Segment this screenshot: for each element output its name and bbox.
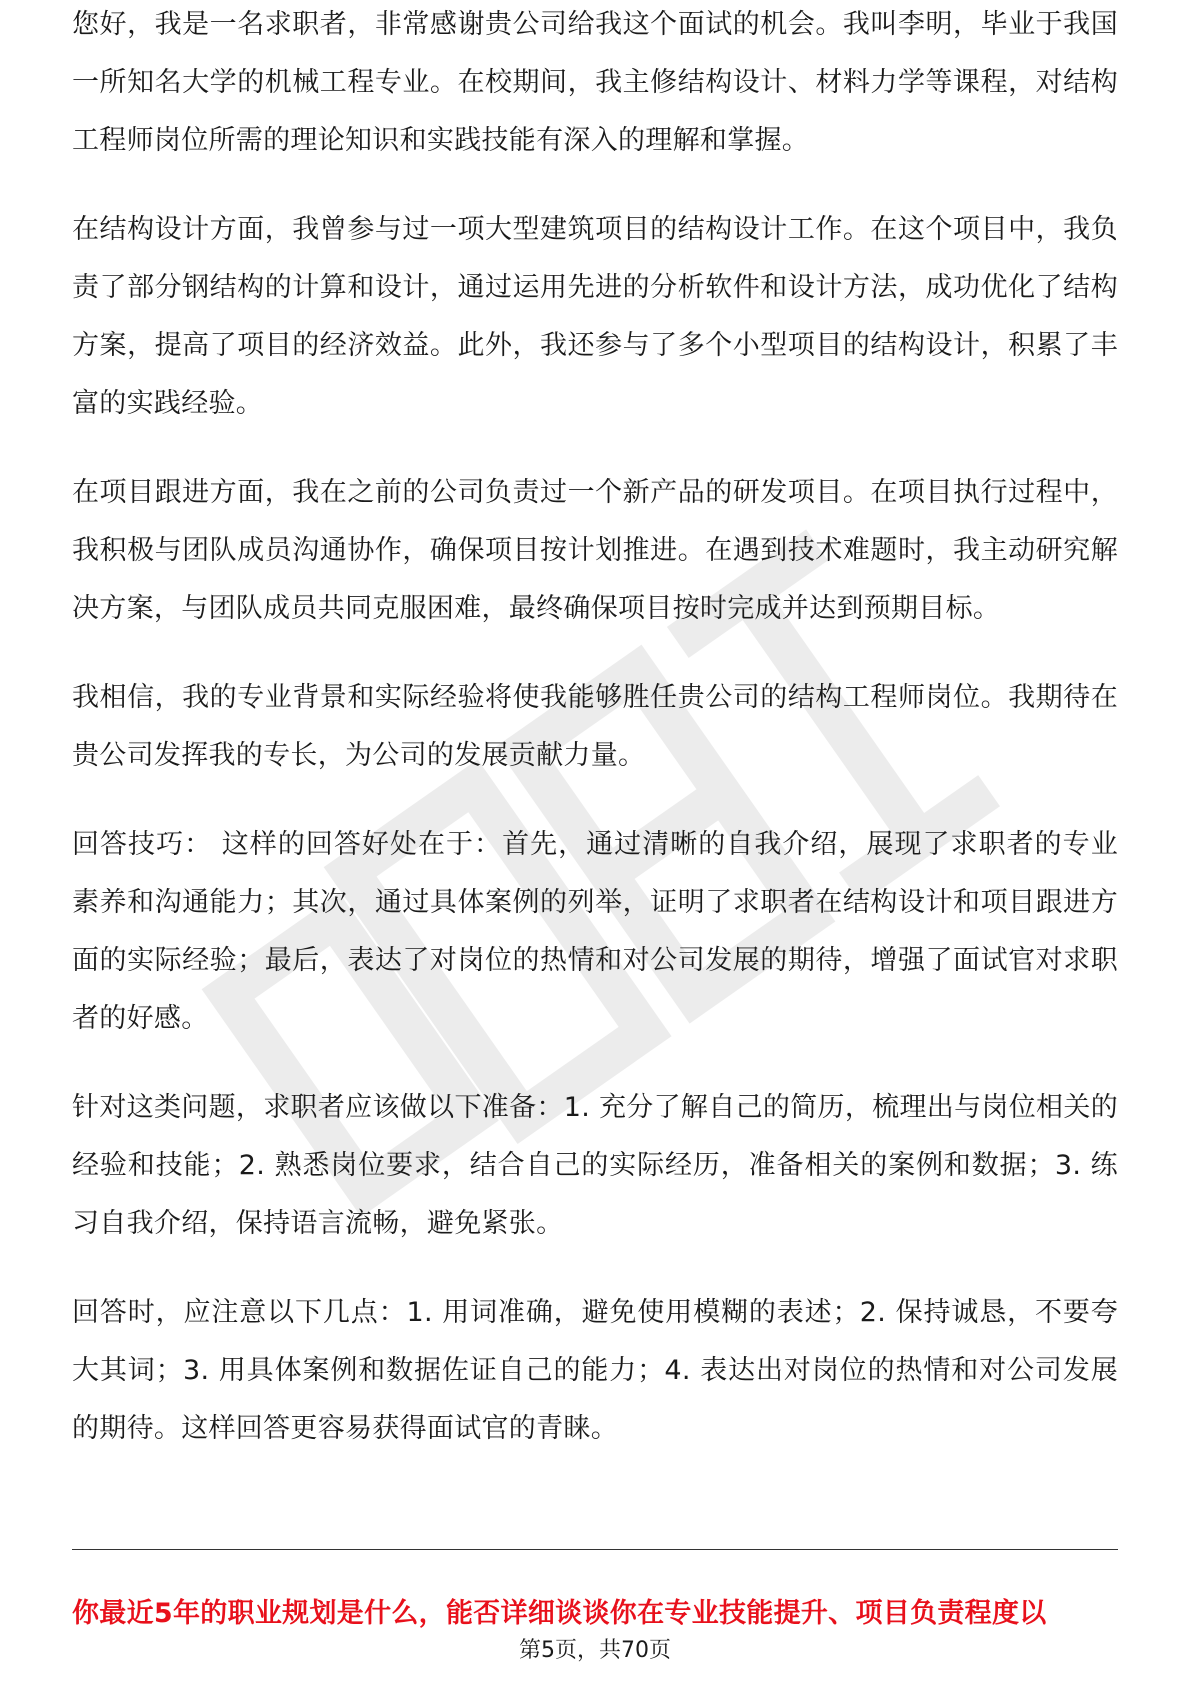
intro-paragraph: 您好，我是一名求职者，非常感谢贵公司给我这个面试的机会。我叫李明，毕业于我国一所知名大学的机械工程专业。在校期间，我主修结构设计、材料力学等课程，对结构工程师岗位所需的理论知识和实践技能有深入的理解和掌握。	[72, 9, 1118, 156]
section-divider	[72, 1549, 1118, 1550]
document-body	[72, 9, 1118, 1489]
page-number: 第5页，共70页	[519, 1638, 671, 1663]
structural-design-paragraph: 在结构设计方面，我曾参与过一项大型建筑项目的结构设计工作。在这个项目中，我负责了部分钢结构的计算和设计，通过运用先进的分析软件和设计方法，成功优化了结构方案，提高了项目的经济效益。此外，我还参与了多个小型项目的结构设计，积累了丰富的实践经验。	[72, 214, 1118, 419]
notes-paragraph: 回答时，应注意以下几点：1. 用词准确，避免使用模糊的表述；2. 保持诚恳，不要夸大其词；3. 用具体案例和数据佐证自己的能力；4. 表达出对岗位的热情和对公司发展的期待。这样回答更容易获得面试官的青睐。	[72, 1297, 1118, 1444]
answer-tips-paragraph: 回答技巧： 这样的回答好处在于：首先，通过清晰的自我介绍，展现了求职者的专业素养和沟通能力；其次，通过具体案例的列举，证明了求职者在结构设计和项目跟进方面的实际经验；最后，表达了对岗位的热情和对公司发展的期待，增强了面试官对求职者的好感。	[72, 829, 1118, 1034]
preparation-paragraph: 针对这类问题，求职者应该做以下准备：1. 充分了解自己的简历，梳理出与岗位相关的经验和技能；2. 熟悉岗位要求，结合自己的实际经历，准备相关的案例和数据；3. 练习自我介绍，保持语言流畅，避免紧张。	[72, 1092, 1118, 1239]
closing-paragraph: 我相信，我的专业背景和实际经验将使我能够胜任贵公司的结构工程师岗位。我期待在贵公司发挥我的专长，为公司的发展贡献力量。	[72, 682, 1118, 771]
project-followup-paragraph: 在项目跟进方面，我在之前的公司负责过一个新产品的研发项目。在项目执行过程中，我积极与团队成员沟通协作，确保项目按计划推进。在遇到技术难题时，我主动研究解决方案，与团队成员共同克服困难，最终确保项目按时完成并达到预期目标。	[72, 477, 1118, 624]
next-question-heading: 你最近5年的职业规划是什么，能否详细谈谈你在专业技能提升、项目负责程度以	[72, 1598, 1047, 1629]
